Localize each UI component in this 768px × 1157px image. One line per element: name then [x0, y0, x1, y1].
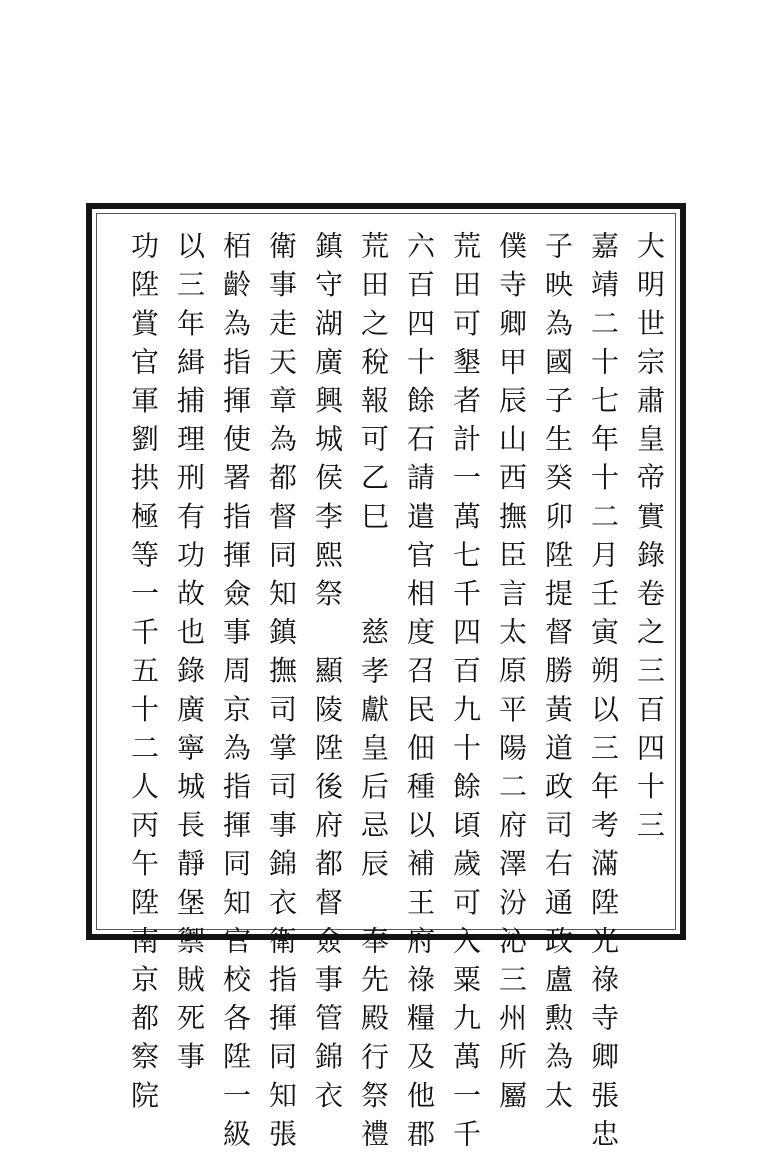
text-column-8 [307, 231, 347, 1119]
text-column-7 [353, 231, 393, 1157]
text-column-7-part-2: 慈孝獻皇后忌辰 [357, 617, 390, 888]
page-frame [86, 203, 686, 1157]
text-column-2: 嘉靖二十七年十二月壬寅朔以三年考滿陞光祿寺卿張忠 [587, 231, 620, 1157]
text-column-5: 荒田可墾者計一萬七千四百九十餘頃歲可入粟九萬一千 [449, 231, 482, 1157]
text-column-9: 衛事走天章為都督同知鎮撫司掌司事錦衣衛指揮同知張 [265, 231, 298, 1157]
column-gap [311, 617, 344, 656]
text-column-8-part-2: 顯陵陞後府都督僉事管錦衣 [311, 655, 344, 1119]
text-column-10: 栢齡為指揮使署指揮僉事周京為指揮同知官校各陞一級 [219, 231, 252, 1157]
text-column-7-part-3: 奉先殿行祭禮 [357, 925, 390, 1157]
text-column-11: 以三年緝捕理刑有功故也錄廣寧城長靜堡禦賊死事 [173, 231, 206, 1081]
column-gap [357, 887, 390, 926]
text-column-8-part-1: 鎮守湖廣興城侯李熙祭 [311, 231, 344, 617]
text-column-3: 子映為國子生癸卯陞提督勝黃道政司右通政盧勲為太 [541, 231, 574, 1119]
text-column-12: 功陞賞官軍劉拱極等一千五十二人丙午陞南京都察院 [127, 231, 160, 1119]
text-column-6: 六百四十餘石請遣官相度召民佃種以補王府祿糧及他郡 [403, 231, 436, 1157]
text-column-1: 大明世宗肅皇帝實錄卷之三百四十三 [633, 231, 666, 849]
text-column-4: 僕寺卿甲辰山西撫臣言太原平陽二府澤汾沁三州所屬 [495, 231, 528, 1119]
text-column-7-part-1: 荒田之稅報可乙巳 [357, 231, 390, 540]
column-gap [357, 540, 390, 617]
